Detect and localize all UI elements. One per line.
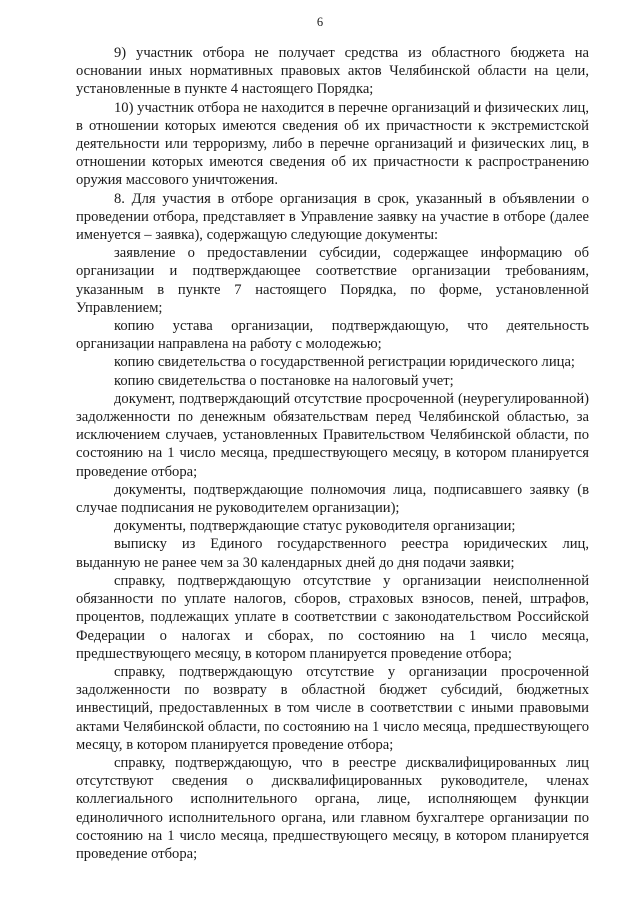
document-body: [76, 44, 589, 863]
paragraph-application-statement: заявление о предоставлении субсидии, содержащее информацию об организации и подтверждающее соответствие организации требованиям, указанным в пункте 7 настоящего Порядка, по форме, установленной Управлением;: [76, 245, 589, 316]
paragraph-no-debt-document: документ, подтверждающий отсутствие просроченной (неурегулированной) задолженности по денежным обязательствам перед Челябинской областью, за исключением случаев, установленных Правительством Челябинской области, по состоянию на 1 число месяца, предшествующего месяцу, в котором планируется проведение отбора;: [76, 390, 589, 480]
paragraph-registration-certificate: копию свидетельства о государственной регистрации юридического лица;: [114, 354, 575, 371]
paragraph-section-8: 8. Для участия в отборе организация в срок, указанный в объявлении о проведении отбора, представляет в Управление заявку на участие в отборе (далее именуется – заявка), содержащую следующие документы:: [76, 190, 589, 244]
paragraph-disqualification-certificate: справку, подтверждающую, что в реестре дисквалифицированных лиц отсутствуют сведения о дисквалифицированных руководителе, членах коллегиального исполнительного органа, лице, исполняющем функции единоличного исполнительного органа, или главном бухгалтере организации по состоянию на 1 число месяца, предшествующего месяцу, в котором планируется проведение отбора;: [76, 754, 589, 862]
paragraph-tax-obligations-certificate: справку, подтверждающую отсутствие у организации неисполненной обязанности по уплате налогов, сборов, страховых взносов, пеней, штрафов, процентов, подлежащих уплате в соответствии с законодательством Российской Федерации о налогах и сборах, по состоянию на 1 число месяца, предшествующего месяцу, в котором планируется проведение отбора;: [76, 572, 589, 662]
paragraph-budget-debt-certificate: справку, подтверждающую отсутствие у организации просроченной задолженности по возврату в областной бюджет субсидий, бюджетных инвестиций, предоставленных в том числе в соответствии с иными правовыми актами Челябинской области, по состоянию на 1 число месяца, предшествующего месяцу, в котором планируется проведение отбора;: [76, 663, 589, 753]
paragraph-tax-certificate: копию свидетельства о постановке на налоговый учет;: [114, 372, 454, 389]
page-number: 6: [316, 15, 324, 29]
paragraph-charter-copy: копию устава организации, подтверждающую, что деятельность организации направлена на работу с молодежью;: [76, 318, 589, 353]
paragraph-registry-extract: выписку из Единого государственного реестра юридических лиц, выданную не ранее чем за 30 календарных дней до дня подачи заявки;: [76, 536, 589, 571]
paragraph-item-10: 10) участник отбора не находится в перечне организаций и физических лиц, в отношении которых имеются сведения об их причастности к экстремистской деятельности или терроризму, либо в перечне организаций и физических лиц, в отношении которых имеются сведения об их причастности к распространению оружия массового уничтожения.: [76, 99, 589, 189]
paragraph-authority-documents: документы, подтверждающие полномочия лица, подписавшего заявку (в случае подписания не руководителем организации);: [76, 481, 589, 517]
paragraph-head-status-documents: документы, подтверждающие статус руководителя организации;: [114, 518, 516, 535]
paragraph-item-9: 9) участник отбора не получает средства из областного бюджета на основании иных нормативных правовых актов Челябинской области на цели, установленные в пункте 4 настоящего Порядка;: [76, 45, 589, 98]
